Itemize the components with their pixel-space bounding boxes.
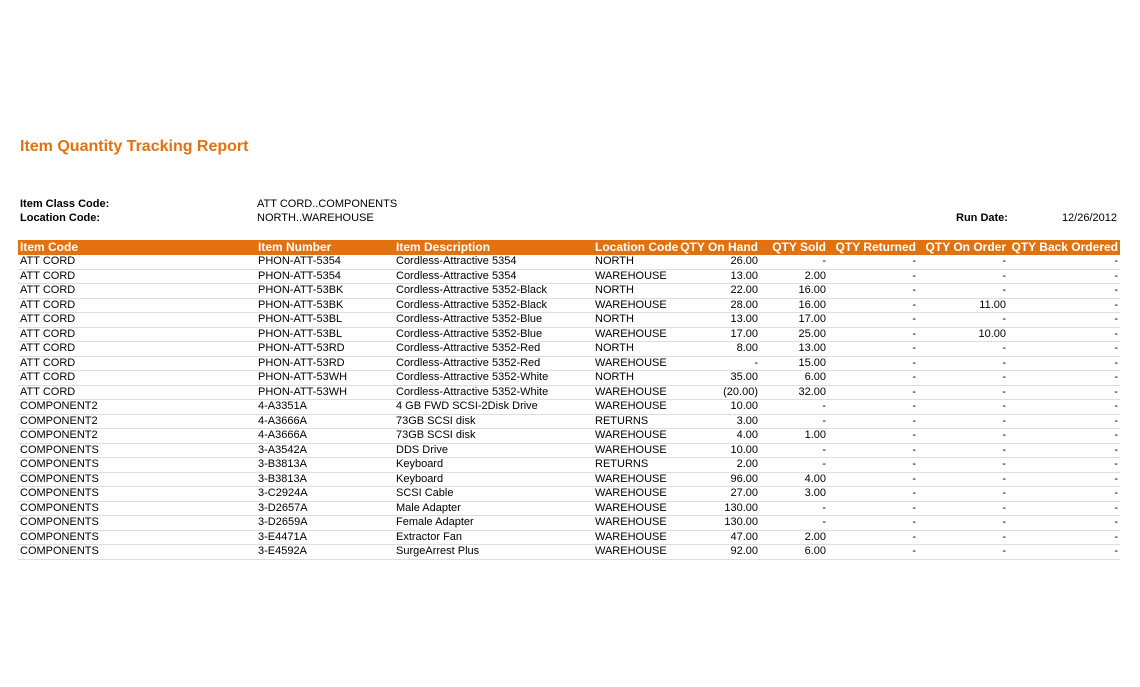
cell-qty-sold: 4.00 xyxy=(760,472,828,487)
cell-qty-back-ordered: - xyxy=(1008,255,1120,269)
cell-qty-back-ordered: - xyxy=(1008,458,1120,473)
cell-qty-on-order: - xyxy=(918,516,1008,531)
cell-qty-back-ordered: - xyxy=(1008,429,1120,444)
header-qty-returned: QTY Returned xyxy=(828,240,918,255)
cell-location-code: NORTH xyxy=(593,342,678,357)
cell-qty-returned: - xyxy=(828,371,918,386)
cell-item-code: COMPONENTS xyxy=(18,487,256,502)
cell-qty-sold: 32.00 xyxy=(760,385,828,400)
cell-qty-returned: - xyxy=(828,414,918,429)
table-row xyxy=(18,429,1120,444)
cell-item-number: 3-E4592A xyxy=(256,545,394,560)
cell-qty-on-hand: 96.00 xyxy=(678,472,760,487)
cell-item-code: ATT CORD xyxy=(18,313,256,328)
report-title: Item Quantity Tracking Report xyxy=(20,138,249,155)
cell-item-description: Cordless-Attractive 5352-White xyxy=(394,385,593,400)
cell-item-description: Cordless-Attractive 5352-White xyxy=(394,371,593,386)
cell-item-description: Extractor Fan xyxy=(394,530,593,545)
cell-qty-back-ordered: - xyxy=(1008,487,1120,502)
cell-qty-back-ordered: - xyxy=(1008,516,1120,531)
cell-item-code: ATT CORD xyxy=(18,385,256,400)
cell-qty-on-order: - xyxy=(918,284,1008,299)
cell-qty-on-hand: 27.00 xyxy=(678,487,760,502)
cell-qty-back-ordered: - xyxy=(1008,414,1120,429)
cell-location-code: WAREHOUSE xyxy=(593,429,678,444)
cell-location-code: WAREHOUSE xyxy=(593,487,678,502)
cell-location-code: NORTH xyxy=(593,284,678,299)
cell-qty-back-ordered: - xyxy=(1008,472,1120,487)
cell-qty-sold: 16.00 xyxy=(760,298,828,313)
cell-qty-back-ordered: - xyxy=(1008,371,1120,386)
cell-item-description: SurgeArrest Plus xyxy=(394,545,593,560)
table-row xyxy=(18,501,1120,516)
cell-qty-on-hand: 35.00 xyxy=(678,371,760,386)
cell-item-number: PHON-ATT-53RD xyxy=(256,342,394,357)
cell-qty-back-ordered: - xyxy=(1008,530,1120,545)
header-qty-on-hand: QTY On Hand xyxy=(678,240,760,255)
table-row xyxy=(18,298,1120,313)
cell-qty-on-order: - xyxy=(918,472,1008,487)
cell-qty-back-ordered: - xyxy=(1008,284,1120,299)
cell-qty-on-order: - xyxy=(918,530,1008,545)
cell-qty-sold: 13.00 xyxy=(760,342,828,357)
table-row xyxy=(18,269,1120,284)
cell-item-number: 4-A3666A xyxy=(256,429,394,444)
cell-qty-returned: - xyxy=(828,269,918,284)
cell-item-number: PHON-ATT-5354 xyxy=(256,255,394,269)
location-value: NORTH..WAREHOUSE xyxy=(257,212,374,224)
cell-qty-returned: - xyxy=(828,356,918,371)
cell-qty-sold: - xyxy=(760,400,828,415)
header-location-code: Location Code xyxy=(595,240,678,254)
cell-item-description: Cordless-Attractive 5352-Blue xyxy=(394,327,593,342)
cell-qty-returned: - xyxy=(828,458,918,473)
cell-item-description: Cordless-Attractive 5352-Black xyxy=(394,298,593,313)
cell-qty-back-ordered: - xyxy=(1008,313,1120,328)
report-table xyxy=(18,240,1120,560)
cell-qty-sold: - xyxy=(760,501,828,516)
cell-item-description: Cordless-Attractive 5354 xyxy=(394,269,593,284)
cell-qty-on-hand: 4.00 xyxy=(678,429,760,444)
table-row xyxy=(18,255,1120,269)
cell-item-code: COMPONENTS xyxy=(18,516,256,531)
cell-item-code: ATT CORD xyxy=(18,371,256,386)
cell-qty-returned: - xyxy=(828,342,918,357)
cell-item-description: Female Adapter xyxy=(394,516,593,531)
cell-qty-on-hand: 3.00 xyxy=(678,414,760,429)
cell-qty-on-order: 10.00 xyxy=(918,327,1008,342)
cell-item-code: COMPONENTS xyxy=(18,530,256,545)
cell-item-code: ATT CORD xyxy=(18,255,256,269)
cell-qty-on-order: 11.00 xyxy=(918,298,1008,313)
cell-qty-on-order: - xyxy=(918,255,1008,269)
run-date-value: 12/26/2012 xyxy=(1061,212,1117,224)
cell-qty-on-order: - xyxy=(918,313,1008,328)
cell-qty-returned: - xyxy=(828,255,918,269)
cell-item-description: Keyboard xyxy=(394,472,593,487)
cell-qty-on-order: - xyxy=(918,400,1008,415)
header-qty-on-order: QTY On Order xyxy=(918,240,1008,255)
cell-qty-on-hand: 26.00 xyxy=(678,255,760,269)
cell-item-code: COMPONENT2 xyxy=(18,429,256,444)
cell-item-description: Cordless-Attractive 5352-Red xyxy=(394,356,593,371)
cell-qty-on-order: - xyxy=(918,487,1008,502)
cell-qty-returned: - xyxy=(828,327,918,342)
cell-item-number: 4-A3351A xyxy=(256,400,394,415)
cell-qty-on-order: - xyxy=(918,429,1008,444)
cell-item-number: PHON-ATT-53RD xyxy=(256,356,394,371)
cell-qty-sold: 6.00 xyxy=(760,371,828,386)
header-qty-back-ordered: QTY Back Ordered xyxy=(1008,240,1120,255)
table-body xyxy=(18,255,1120,559)
cell-qty-returned: - xyxy=(828,501,918,516)
cell-qty-sold: 16.00 xyxy=(760,284,828,299)
cell-qty-sold: 15.00 xyxy=(760,356,828,371)
cell-qty-on-order: - xyxy=(918,545,1008,560)
cell-qty-on-hand: 17.00 xyxy=(678,327,760,342)
table-row xyxy=(18,458,1120,473)
cell-item-number: 3-D2659A xyxy=(256,516,394,531)
cell-qty-sold: 17.00 xyxy=(760,313,828,328)
header-item-code: Item Code xyxy=(18,240,256,255)
cell-qty-sold: 1.00 xyxy=(760,429,828,444)
cell-qty-returned: - xyxy=(828,545,918,560)
table-row xyxy=(18,385,1120,400)
cell-qty-returned: - xyxy=(828,284,918,299)
cell-item-number: PHON-ATT-53WH xyxy=(256,385,394,400)
cell-qty-sold: 6.00 xyxy=(760,545,828,560)
cell-qty-sold: 2.00 xyxy=(760,530,828,545)
cell-item-number: 3-B3813A xyxy=(256,458,394,473)
cell-location-code: WAREHOUSE xyxy=(593,327,678,342)
cell-item-code: COMPONENTS xyxy=(18,501,256,516)
cell-qty-on-hand: 92.00 xyxy=(678,545,760,560)
cell-qty-on-hand: 28.00 xyxy=(678,298,760,313)
cell-qty-back-ordered: - xyxy=(1008,545,1120,560)
table-header xyxy=(18,240,1120,255)
cell-location-code: WAREHOUSE xyxy=(593,269,678,284)
cell-item-description: 73GB SCSI disk xyxy=(394,414,593,429)
cell-location-code: WAREHOUSE xyxy=(593,385,678,400)
cell-item-description: Cordless-Attractive 5352-Black xyxy=(394,284,593,299)
cell-item-code: COMPONENTS xyxy=(18,472,256,487)
cell-location-code: NORTH xyxy=(593,313,678,328)
cell-qty-returned: - xyxy=(828,443,918,458)
cell-item-number: PHON-ATT-53BL xyxy=(256,327,394,342)
cell-location-code: WAREHOUSE xyxy=(593,400,678,415)
item-class-value: ATT CORD..COMPONENTS xyxy=(257,198,398,210)
cell-item-description: Cordless-Attractive 5352-Blue xyxy=(394,313,593,328)
cell-item-code: ATT CORD xyxy=(18,356,256,371)
cell-qty-returned: - xyxy=(828,487,918,502)
cell-qty-sold: 3.00 xyxy=(760,487,828,502)
cell-item-code: COMPONENTS xyxy=(18,458,256,473)
cell-qty-on-hand: 8.00 xyxy=(678,342,760,357)
cell-item-code: ATT CORD xyxy=(18,298,256,313)
cell-location-code: WAREHOUSE xyxy=(593,443,678,458)
cell-qty-on-hand: 10.00 xyxy=(678,400,760,415)
cell-item-description: SCSI Cable xyxy=(394,487,593,502)
cell-qty-on-hand: - xyxy=(678,356,760,371)
cell-item-number: 4-A3666A xyxy=(256,414,394,429)
cell-qty-returned: - xyxy=(828,516,918,531)
cell-item-description: 73GB SCSI disk xyxy=(394,429,593,444)
cell-item-code: ATT CORD xyxy=(18,269,256,284)
cell-item-code: COMPONENT2 xyxy=(18,414,256,429)
table-row xyxy=(18,400,1120,415)
cell-qty-on-order: - xyxy=(918,371,1008,386)
table-row xyxy=(18,356,1120,371)
cell-qty-returned: - xyxy=(828,298,918,313)
cell-qty-back-ordered: - xyxy=(1008,501,1120,516)
cell-item-code: ATT CORD xyxy=(18,342,256,357)
table-row xyxy=(18,414,1120,429)
cell-qty-on-hand: (20.00) xyxy=(678,385,760,400)
table-row xyxy=(18,284,1120,299)
cell-qty-on-hand: 47.00 xyxy=(678,530,760,545)
cell-location-code: WAREHOUSE xyxy=(593,501,678,516)
cell-qty-on-order: - xyxy=(918,269,1008,284)
cell-qty-on-order: - xyxy=(918,356,1008,371)
cell-qty-on-hand: 13.00 xyxy=(678,269,760,284)
cell-item-number: 3-D2657A xyxy=(256,501,394,516)
cell-location-code: WAREHOUSE xyxy=(593,356,678,371)
cell-item-description: Cordless-Attractive 5352-Red xyxy=(394,342,593,357)
cell-item-number: 3-E4471A xyxy=(256,530,394,545)
cell-item-number: PHON-ATT-53BL xyxy=(256,313,394,328)
cell-qty-sold: 25.00 xyxy=(760,327,828,342)
cell-qty-sold: - xyxy=(760,458,828,473)
header-item-number: Item Number xyxy=(256,240,394,255)
cell-item-code: ATT CORD xyxy=(18,327,256,342)
table-row xyxy=(18,516,1120,531)
cell-item-number: PHON-ATT-53BK xyxy=(256,284,394,299)
cell-location-code: WAREHOUSE xyxy=(593,545,678,560)
cell-qty-returned: - xyxy=(828,429,918,444)
cell-location-code: RETURNS xyxy=(593,414,678,429)
table-row xyxy=(18,342,1120,357)
run-date-label: Run Date: xyxy=(956,212,1008,224)
cell-item-code: COMPONENTS xyxy=(18,443,256,458)
cell-location-code: WAREHOUSE xyxy=(593,472,678,487)
cell-location-code: RETURNS xyxy=(593,458,678,473)
table-row xyxy=(18,327,1120,342)
cell-item-description: 4 GB FWD SCSI-2Disk Drive xyxy=(394,400,593,415)
cell-item-description: Cordless-Attractive 5354 xyxy=(394,255,593,269)
location-label: Location Code: xyxy=(20,212,101,224)
cell-location-code: NORTH xyxy=(593,371,678,386)
header-qty-sold: QTY Sold xyxy=(760,240,828,255)
cell-qty-back-ordered: - xyxy=(1008,385,1120,400)
table-row xyxy=(18,530,1120,545)
header-item-description: Item Description xyxy=(394,240,593,255)
cell-qty-returned: - xyxy=(828,400,918,415)
cell-qty-on-order: - xyxy=(918,443,1008,458)
cell-location-code: NORTH xyxy=(593,255,678,269)
cell-qty-back-ordered: - xyxy=(1008,443,1120,458)
cell-item-code: COMPONENTS xyxy=(18,545,256,560)
cell-item-description: DDS Drive xyxy=(394,443,593,458)
cell-qty-back-ordered: - xyxy=(1008,327,1120,342)
cell-qty-returned: - xyxy=(828,472,918,487)
cell-qty-sold: - xyxy=(760,414,828,429)
cell-qty-returned: - xyxy=(828,385,918,400)
cell-item-number: 3-C2924A xyxy=(256,487,394,502)
cell-item-number: PHON-ATT-53BK xyxy=(256,298,394,313)
cell-qty-on-hand: 130.00 xyxy=(678,516,760,531)
item-class-label: Item Class Code: xyxy=(20,198,110,210)
cell-qty-sold: - xyxy=(760,516,828,531)
cell-item-description: Male Adapter xyxy=(394,501,593,516)
cell-qty-sold: - xyxy=(760,443,828,458)
table-row xyxy=(18,371,1120,386)
table-row xyxy=(18,313,1120,328)
cell-qty-on-hand: 22.00 xyxy=(678,284,760,299)
cell-qty-on-hand: 13.00 xyxy=(678,313,760,328)
cell-qty-returned: - xyxy=(828,530,918,545)
cell-qty-on-order: - xyxy=(918,385,1008,400)
cell-qty-on-hand: 10.00 xyxy=(678,443,760,458)
cell-item-code: ATT CORD xyxy=(18,284,256,299)
cell-item-code: COMPONENT2 xyxy=(18,400,256,415)
table-row xyxy=(18,487,1120,502)
cell-qty-back-ordered: - xyxy=(1008,298,1120,313)
header-row xyxy=(18,240,1120,255)
cell-item-number: PHON-ATT-53WH xyxy=(256,371,394,386)
cell-qty-on-order: - xyxy=(918,414,1008,429)
cell-qty-back-ordered: - xyxy=(1008,269,1120,284)
cell-location-code: WAREHOUSE xyxy=(593,298,678,313)
table-row xyxy=(18,443,1120,458)
cell-qty-back-ordered: - xyxy=(1008,342,1120,357)
cell-qty-sold: 2.00 xyxy=(760,269,828,284)
cell-qty-back-ordered: - xyxy=(1008,400,1120,415)
cell-qty-on-order: - xyxy=(918,458,1008,473)
table-row xyxy=(18,545,1120,560)
cell-qty-back-ordered: - xyxy=(1008,356,1120,371)
cell-location-code: WAREHOUSE xyxy=(593,530,678,545)
cell-location-code: WAREHOUSE xyxy=(593,516,678,531)
cell-item-description: Keyboard xyxy=(394,458,593,473)
cell-item-number: 3-A3542A xyxy=(256,443,394,458)
cell-qty-sold: - xyxy=(760,255,828,269)
cell-qty-returned: - xyxy=(828,313,918,328)
cell-item-number: 3-B3813A xyxy=(256,472,394,487)
table-row xyxy=(18,472,1120,487)
cell-qty-on-hand: 130.00 xyxy=(678,501,760,516)
cell-qty-on-order: - xyxy=(918,501,1008,516)
cell-qty-on-hand: 2.00 xyxy=(678,458,760,473)
report-table-container xyxy=(18,240,1120,560)
cell-item-number: PHON-ATT-5354 xyxy=(256,269,394,284)
cell-qty-on-order: - xyxy=(918,342,1008,357)
